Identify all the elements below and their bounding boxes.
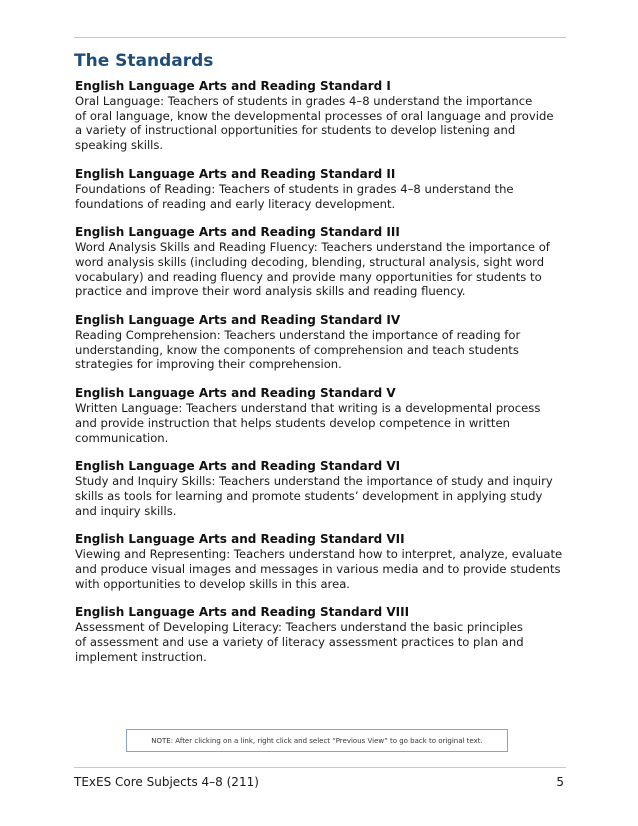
description-line: practice and improve their word analysis skills and reading fluency. — [75, 284, 466, 299]
description-line: vocabulary) and reading fluency and provide many opportunities for students to — [75, 269, 542, 284]
description-line: Reading Comprehension: Teachers understand the importance of reading for — [75, 328, 521, 343]
description-line: and provide instruction that helps students develop competence in written — [75, 415, 510, 430]
description-line: Written Language: Teachers understand that writing is a developmental process — [75, 401, 541, 416]
description-line: word analysis skills (including decoding, blending, structural analysis, sight word — [75, 254, 545, 269]
standard-description — [75, 620, 567, 664]
standard-description — [75, 474, 567, 518]
description-line: and inquiry skills. — [75, 503, 177, 518]
description-line: strategies for improving their comprehension. — [75, 357, 342, 372]
description-line: with opportunities to develop skills in this area. — [75, 576, 350, 591]
description-line: of assessment and use a variety of literacy assessment practices to plan and — [75, 635, 524, 650]
description-line: a variety of instructional opportunities for students to develop listening and — [75, 123, 516, 138]
standard-heading: English Language Arts and Reading Standard V — [75, 386, 396, 401]
description-line: Oral Language: Teachers of students in grades 4–8 understand the importance — [75, 94, 533, 108]
standard-heading: English Language Arts and Reading Standard IV — [75, 313, 401, 328]
standard-heading: English Language Arts and Reading Standard VII — [75, 532, 405, 547]
description-line: and produce visual images and messages in various media and to provide students — [75, 562, 561, 577]
top-divider — [74, 37, 566, 38]
standards-list — [75, 79, 567, 679]
standard-heading: English Language Arts and Reading Standard VI — [75, 459, 401, 474]
navigation-note-text: NOTE: After clicking on a link, right click and select “Previous View” to go back to original text. — [151, 736, 483, 745]
standard-description — [75, 401, 567, 445]
standard-heading: English Language Arts and Reading Standard II — [75, 166, 396, 181]
footer-divider — [74, 767, 566, 768]
description-line: Foundations of Reading: Teachers of students in grades 4–8 understand the — [75, 181, 514, 196]
standard-description — [75, 182, 567, 211]
description-line: skills as tools for learning and promote students’ development in applying study — [75, 488, 543, 503]
standard-section-8 — [75, 605, 567, 664]
description-line: Study and Inquiry Skills: Teachers understand the importance of study and inquiry — [75, 474, 553, 489]
standard-heading: English Language Arts and Reading Standard VIII — [75, 605, 410, 620]
standard-description — [75, 240, 567, 299]
standard-description — [75, 328, 567, 372]
page-title: The Standards — [74, 51, 214, 71]
description-line: speaking skills. — [75, 138, 164, 153]
description-line: Assessment of Developing Literacy: Teachers understand the basic principles — [75, 620, 523, 635]
description-line: implement instruction. — [75, 649, 207, 664]
standard-section-4 — [75, 313, 567, 372]
standard-section-2 — [75, 167, 567, 211]
standard-description — [75, 547, 567, 591]
footer-page-number: 5 — [556, 775, 564, 789]
standard-section-6 — [75, 459, 567, 518]
description-line: foundations of reading and early literacy development. — [75, 196, 396, 211]
standard-description — [75, 94, 567, 153]
standard-section-5 — [75, 386, 567, 445]
standard-heading: English Language Arts and Reading Standard I — [75, 79, 391, 93]
description-line: communication. — [75, 430, 169, 445]
description-line: understanding, know the components of comprehension and teach students — [75, 342, 519, 357]
navigation-note-box — [126, 729, 508, 752]
standard-section-1 — [75, 79, 567, 153]
description-line: of oral language, know the developmental processes of oral language and provide — [75, 108, 554, 123]
standard-section-3 — [75, 225, 567, 299]
description-line: Word Analysis Skills and Reading Fluency: Teachers understand the importance of — [75, 240, 550, 255]
standard-heading: English Language Arts and Reading Standard III — [75, 225, 400, 240]
footer-document-name: TExES Core Subjects 4–8 (211) — [74, 775, 259, 789]
description-line: Viewing and Representing: Teachers understand how to interpret, analyze, evaluate — [75, 547, 563, 562]
standard-section-7 — [75, 532, 567, 591]
